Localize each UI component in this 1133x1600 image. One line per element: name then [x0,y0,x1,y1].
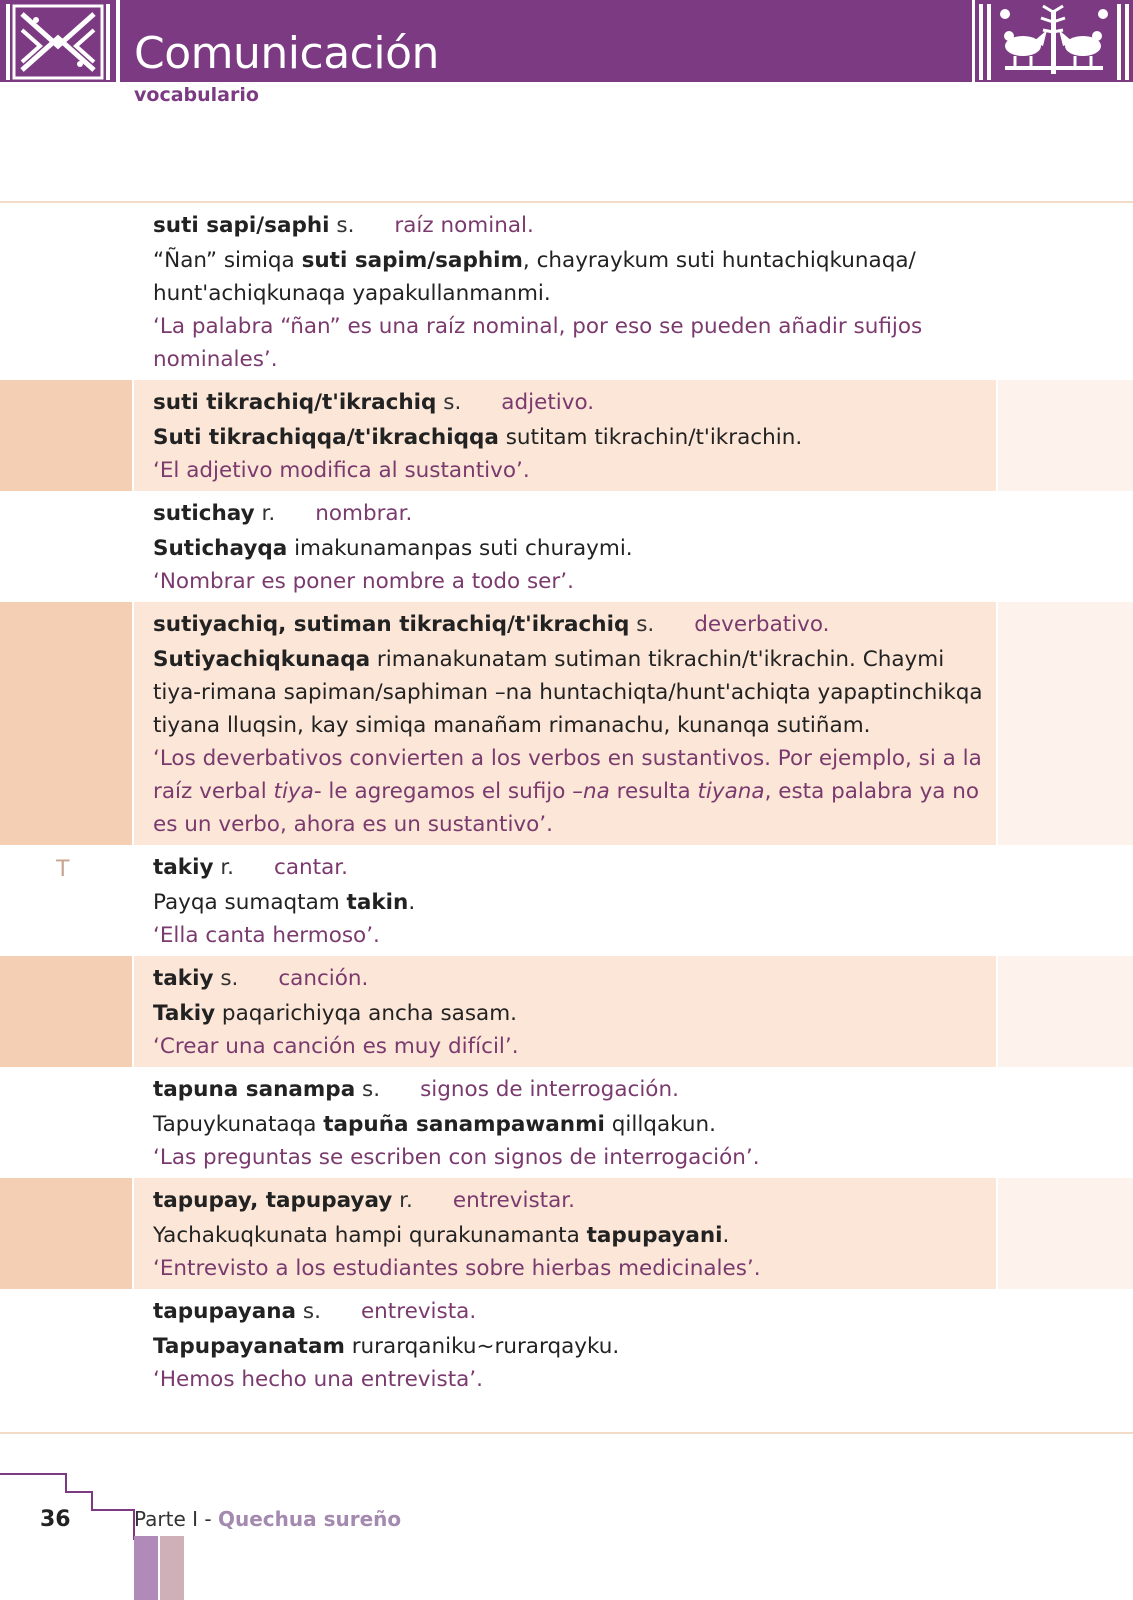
footer-section-label [134,1507,401,1531]
translation: ‘Crear una canción es muy difícil’. [153,1034,519,1059]
example-sentence: Suti tikrachiqqa/t'ikrachiqqa sutitam tikrachin/t'ikrachin. [153,425,803,450]
gloss: cantar. [274,855,348,880]
vocabulary-entry [0,1178,1133,1289]
vocabulary-entry [0,602,1133,845]
entry-content [0,491,983,602]
vocabulary-entry [0,956,1133,1067]
part-of-speech: r. [220,855,235,880]
entry-headline [153,386,983,419]
entry-content [0,1289,983,1400]
entry-headline [153,1073,983,1106]
row-shading [998,602,1133,845]
headword: tapupay, tapupayay [153,1188,393,1213]
bottom-divider [0,1432,1133,1434]
entry-content [0,845,983,956]
gloss: deverbativo. [694,612,830,637]
gloss: nombrar. [315,501,413,526]
part-of-speech: r. [261,501,276,526]
vocabulary-entry [0,203,1133,380]
headword: sutiyachiq, sutiman tikrachiq/t'ikrachiq [153,612,630,637]
part-of-speech: s. [443,390,462,415]
headword: takiy [153,855,214,880]
part-of-speech: s. [362,1077,381,1102]
header-left-ornament [0,0,116,82]
headword: sutichay [153,501,255,526]
translation: ‘Los deverbativos convierten a los verbos en sustantivos. Por ejemplo, si a la raíz verbal tiya- le agregamos el sufijo –na resulta tiyana, esta palabra ya no es un verbo, ahora es un sustantivo’. [153,746,982,837]
header-right-ornament [975,0,1133,82]
entry-content [0,956,983,1067]
translation: ‘Las preguntas se escriben con signos de interrogación’. [153,1145,760,1170]
section-letter: T [56,857,70,882]
headword: suti sapi/saphi [153,213,330,238]
geometric-pattern-icon [0,0,116,82]
part-of-speech: s. [636,612,655,637]
row-shading [998,956,1133,1067]
headword: suti tikrachiq/t'ikrachiq [153,390,437,415]
example-sentence: Sutiyachiqkunaqa rimanakunatam sutiman tikrachin/t'ikrachin. Chaymi tiya-rimana sapiman/saphiman –na huntachiqta/hunt'achiqta yapaptinchikqa tiyana lluqsin, kay simiqa manañam rimanachu, kunanqa sutiñam. [153,647,983,738]
entry-headline [153,1295,983,1328]
entry-headline [153,497,983,530]
example-sentence: Sutichayqa imakunamanpas suti churaymi. [153,536,633,561]
entry-headline [153,608,983,641]
entry-content [0,1178,983,1289]
example-sentence: Yachakuqkunata hampi qurakunamanta tapupayani. [153,1223,730,1248]
vocabulary-entry [0,845,1133,956]
entry-headline [153,209,983,242]
vocabulary-entry [0,491,1133,602]
translation: ‘Ella canta hermoso’. [153,923,380,948]
footer-tab-light [160,1536,184,1600]
translation: ‘Hemos hecho una entrevista’. [153,1367,483,1392]
gloss: adjetivo. [501,390,595,415]
vocabulary-entry [0,380,1133,491]
translation: ‘Nombrar es poner nombre a todo ser’. [153,569,574,594]
gloss: raíz nominal. [394,213,534,238]
example-sentence: Payqa sumaqtam takin. [153,890,416,915]
part-of-speech: s. [220,966,239,991]
part-of-speech: r. [399,1188,413,1213]
entry-headline [153,1184,983,1217]
gloss: entrevistar. [452,1188,575,1213]
row-shading [998,1178,1133,1289]
birds-tree-pattern-icon [975,0,1133,82]
headword: tapupayana [153,1299,297,1324]
headword: takiy [153,966,214,991]
page-number: 36 [40,1507,71,1532]
entry-content [0,1067,983,1178]
part-of-speech: s. [336,213,355,238]
vocabulary-entry [0,1289,1133,1400]
translation: ‘El adjetivo modifica al sustantivo’. [153,458,530,483]
gloss: canción. [278,966,369,991]
part-of-speech: s. [302,1299,321,1324]
vocabulary-list [0,203,1133,1400]
entry-content [0,380,983,491]
translation: ‘La palabra “ñan” es una raíz nominal, por eso se pueden añadir sufijos nominales’. [153,314,923,372]
gloss: signos de interrogación. [420,1077,679,1102]
page-header [0,0,1133,82]
entry-content [0,203,983,380]
example-sentence: Takiy paqarichiyqa ancha sasam. [153,1001,517,1026]
example-sentence: Tapupayanatam rurarqaniku~rurarqayku. [153,1334,620,1359]
entry-headline [153,851,983,884]
example-sentence: Tapuykunataqa tapuña sanampawanmi qillqakun. [153,1112,716,1137]
row-shading [998,380,1133,491]
vocabulary-entry [0,1067,1133,1178]
page-subtitle: vocabulario [134,84,259,106]
footer-language: Quechua sureño [217,1507,402,1531]
footer-part: Parte I - [134,1507,212,1531]
translation: ‘Entrevisto a los estudiantes sobre hierbas medicinales’. [153,1256,761,1281]
gloss: entrevista. [360,1299,477,1324]
example-sentence: “Ñan” simiqa suti sapim/saphim, chayraykum suti huntachiqkunaqa/ hunt'achiqkunaqa yapakullanmanmi. [153,248,916,306]
page-title: Comunicación [134,28,439,79]
footer-tab-dark [134,1536,158,1600]
entry-content [0,602,983,845]
headword: tapuna sanampa [153,1077,356,1102]
entry-headline [153,962,983,995]
